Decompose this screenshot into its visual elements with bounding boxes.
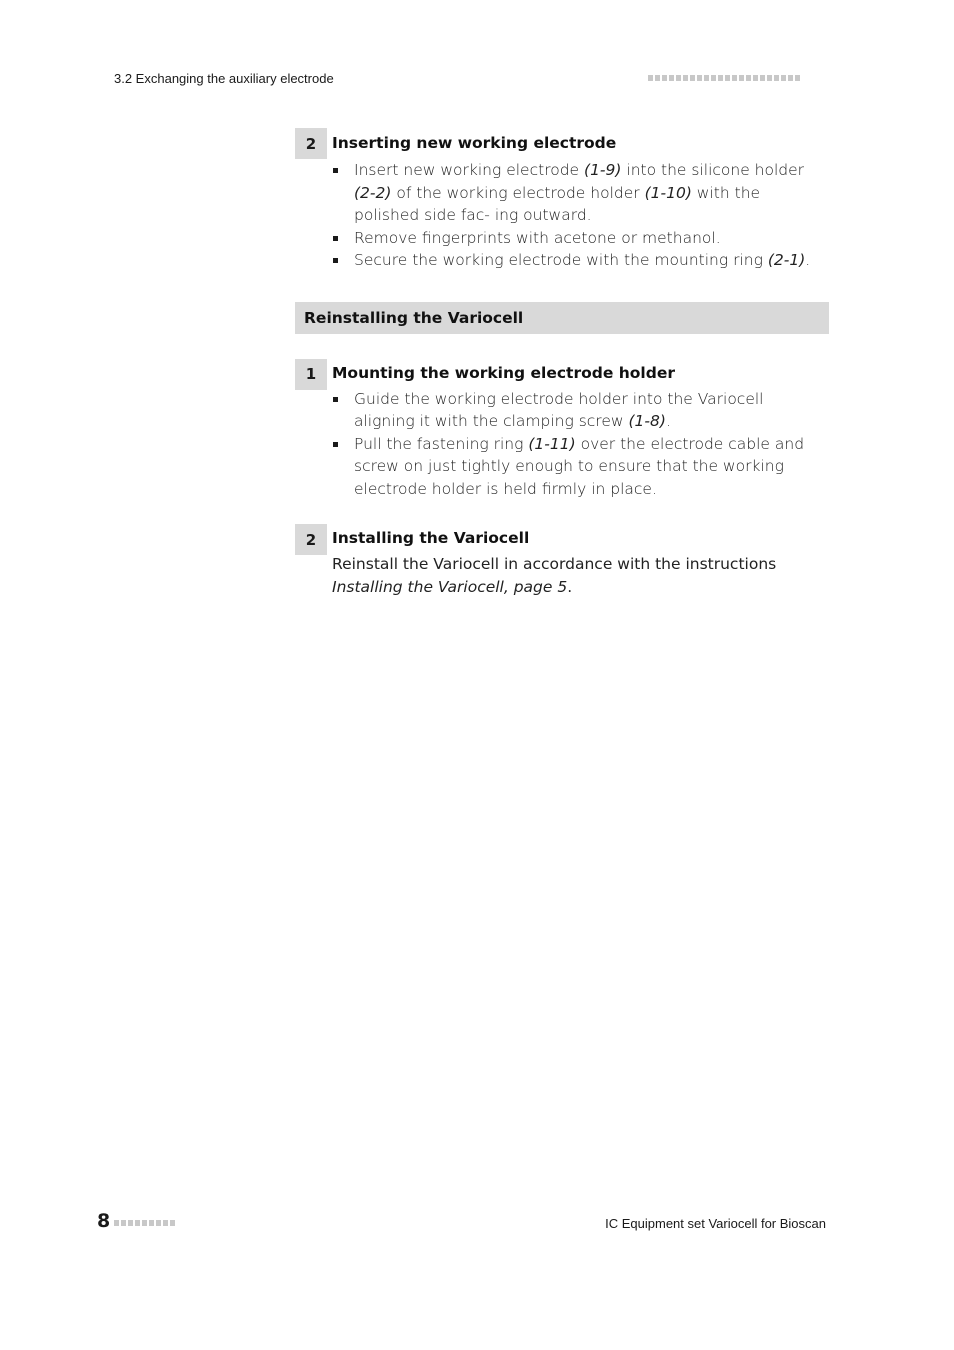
italic-text: ) bbox=[685, 183, 692, 202]
decor-square bbox=[739, 75, 744, 81]
running-head: 3.2 Exchanging the auxiliary electrode bbox=[114, 71, 334, 86]
decor-square bbox=[648, 75, 653, 81]
decor-square bbox=[690, 75, 695, 81]
step-number: 2 bbox=[295, 128, 327, 159]
text-run: Pull the fastening ring bbox=[354, 434, 529, 453]
decor-square bbox=[135, 1220, 140, 1226]
italic-text: ) bbox=[659, 412, 666, 430]
decor-square bbox=[788, 75, 793, 81]
text-run: Insert new working electrode bbox=[354, 161, 585, 179]
bullet-list bbox=[332, 388, 829, 501]
step-title: Installing the Variocell bbox=[332, 529, 530, 547]
decor-square bbox=[795, 75, 800, 81]
decor-square bbox=[121, 1220, 126, 1226]
decor-square bbox=[669, 75, 674, 81]
text-run: . bbox=[567, 577, 573, 596]
decor-square bbox=[781, 75, 786, 81]
text-run: into the silicone holder bbox=[621, 161, 805, 179]
italic-text: ) bbox=[799, 251, 806, 269]
figure-ref-number: 8 bbox=[650, 412, 660, 430]
figure-ref-number: 2 bbox=[375, 183, 386, 202]
text-run: . bbox=[665, 412, 671, 430]
decor-square bbox=[746, 75, 751, 81]
figure-ref-number: 10 bbox=[666, 183, 686, 202]
step-title: Inserting new working electrode bbox=[332, 134, 617, 152]
text-run: . bbox=[805, 251, 811, 269]
step-body bbox=[327, 128, 829, 272]
footer-decoration bbox=[114, 1220, 175, 1226]
bullet-list bbox=[332, 159, 829, 272]
decor-square bbox=[156, 1220, 161, 1226]
italic-text: (1- bbox=[528, 434, 550, 453]
decor-square bbox=[704, 75, 709, 81]
text-run: Remove fingerprints with acetone or methanol. bbox=[354, 228, 721, 247]
step-inserting-electrode bbox=[295, 128, 829, 272]
text-run: with the polished side fac- ing outward. bbox=[354, 183, 761, 224]
italic-text: (1- bbox=[644, 183, 667, 202]
decor-square bbox=[662, 75, 667, 81]
text-run: Guide the working electrode holder into the Variocell aligning it with the clamping screw bbox=[354, 389, 764, 430]
text-run: Reinstall the Variocell in accordance with the instructions bbox=[332, 555, 777, 573]
decor-square bbox=[142, 1220, 147, 1226]
list-item bbox=[332, 249, 829, 272]
italic-text: (2- bbox=[767, 251, 790, 269]
decor-square bbox=[149, 1220, 154, 1226]
text-run: of the working electrode holder bbox=[391, 183, 645, 202]
italic-text: ) bbox=[569, 434, 576, 453]
decor-square bbox=[718, 75, 723, 81]
page-number: 8 bbox=[97, 1210, 111, 1232]
italic-text: (1- bbox=[628, 412, 650, 430]
decor-square bbox=[732, 75, 737, 81]
step-body bbox=[327, 359, 829, 501]
section-heading: Reinstalling the Variocell bbox=[295, 302, 829, 334]
page-content bbox=[295, 128, 829, 598]
text-run: Secure the working electrode with the mounting ring bbox=[354, 251, 768, 269]
decor-square bbox=[128, 1220, 133, 1226]
decor-square bbox=[774, 75, 779, 81]
step-number: 2 bbox=[295, 524, 327, 555]
figure-ref-number: 11 bbox=[549, 434, 570, 453]
step-title: Mounting the working electrode holder bbox=[332, 363, 675, 382]
decor-square bbox=[697, 75, 702, 81]
decor-square bbox=[767, 75, 772, 81]
list-item bbox=[332, 433, 829, 501]
decor-square bbox=[114, 1220, 119, 1226]
instruction-paragraph bbox=[332, 553, 829, 598]
list-item bbox=[332, 388, 829, 433]
decor-square bbox=[655, 75, 660, 81]
step-mounting-holder bbox=[295, 359, 829, 501]
figure-ref-number: 1 bbox=[789, 251, 800, 269]
header-decoration bbox=[648, 75, 800, 81]
decor-square bbox=[170, 1220, 175, 1226]
step-body bbox=[327, 524, 829, 598]
decor-square bbox=[711, 75, 716, 81]
decor-square bbox=[760, 75, 765, 81]
decor-square bbox=[676, 75, 681, 81]
italic-text: ) bbox=[615, 161, 622, 179]
italic-text: (2- bbox=[354, 183, 376, 202]
step-number: 1 bbox=[295, 359, 327, 390]
list-item bbox=[332, 227, 829, 250]
step-installing-variocell bbox=[295, 524, 829, 598]
list-item bbox=[332, 159, 829, 227]
italic-text: Installing the Variocell, page 5 bbox=[332, 577, 568, 596]
decor-square bbox=[683, 75, 688, 81]
decor-square bbox=[163, 1220, 168, 1226]
figure-ref-number: 9 bbox=[605, 161, 616, 179]
footer-title: IC Equipment set Variocell for Bioscan bbox=[605, 1216, 826, 1231]
decor-square bbox=[725, 75, 730, 81]
text-run: over the electrode cable and screw on just tightly enough to ensure that the working electrode holder is held firmly in place. bbox=[354, 434, 805, 498]
decor-square bbox=[753, 75, 758, 81]
italic-text: ) bbox=[385, 183, 392, 202]
italic-text: (1- bbox=[584, 161, 606, 179]
